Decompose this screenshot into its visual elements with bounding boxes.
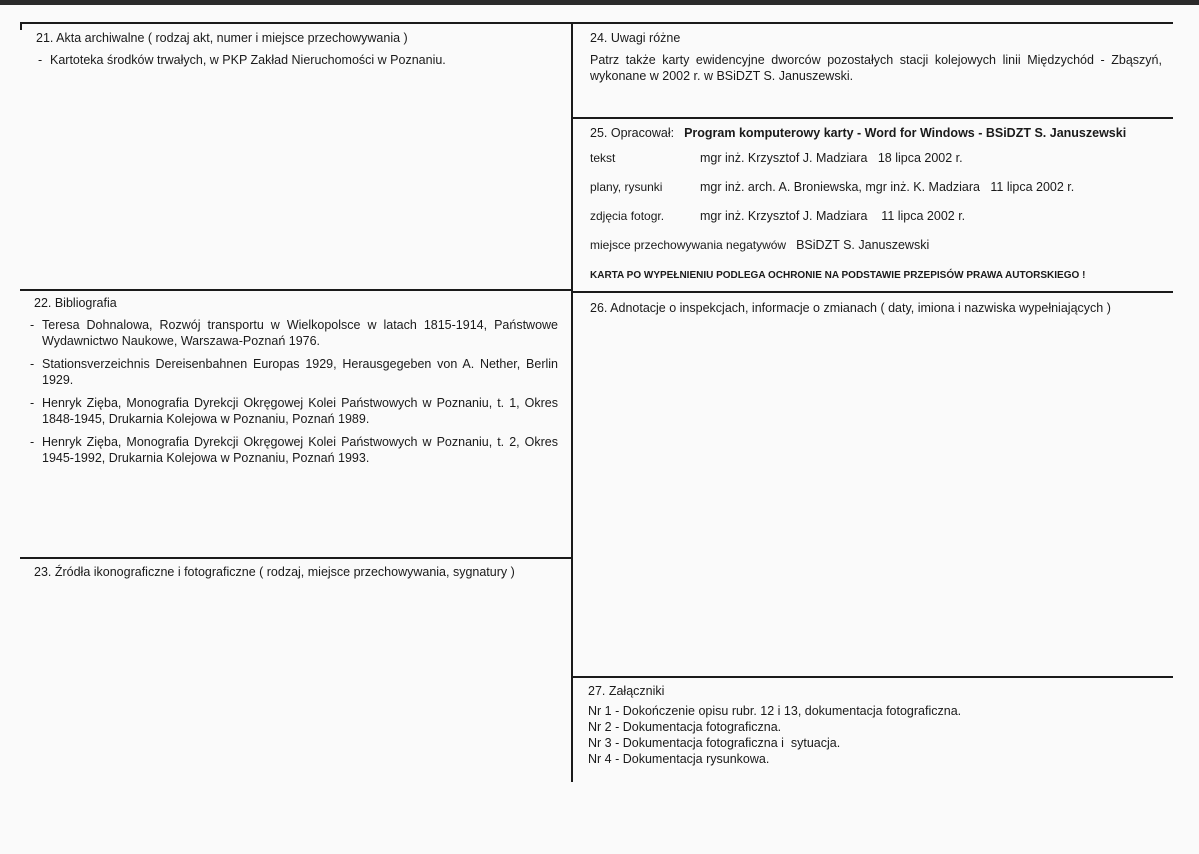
list-item: - Stationsverzeichnis Dereisenbahnen Europas 1929, Herausgegeben von A. Nether, Berlin 1929. — [30, 357, 558, 387]
bibliography-list — [28, 317, 558, 466]
row-label: miejsce przechowywania negatywów — [590, 238, 787, 252]
list-item: - Kartoteka środków trwałych, w PKP Zakład Nieruchomości w Poznaniu. — [38, 53, 446, 67]
row-label: tekst — [590, 151, 616, 165]
row-label: plany, rysunki — [590, 180, 663, 194]
section-title: 25. Opracował: — [590, 126, 675, 140]
section-archival-records — [36, 30, 558, 75]
list-item: Nr 2 - Dokumentacja fotograficzna. — [588, 720, 782, 734]
negatives-row — [590, 237, 1170, 266]
divider-vertical-center — [571, 22, 573, 782]
row-value: mgr inż. Krzysztof J. Madziara 18 lipca 2002 r. — [700, 151, 963, 165]
divider-s26 — [573, 291, 1173, 293]
top-border-band — [0, 0, 1199, 5]
section-title: 27. Załączniki — [588, 684, 665, 698]
divider-s23 — [20, 557, 572, 559]
list-item: - Henryk Zięba, Monografia Dyrekcji Okręgowej Kolei Państwowych w Poznaniu, t. 2, Okres 1945-1992, Drukarnia Kolejowa w Poznaniu, Poznań 1993. — [30, 435, 558, 465]
list-item: Nr 4 - Dokumentacja rysunkowa. — [588, 752, 770, 766]
section-title: 26. Adnotacje o inspekcjach, informacje o zmianach ( daty, imiona i nazwiska wypełniających ) — [590, 301, 1111, 315]
row-value: BSiDZT S. Januszewski — [796, 238, 930, 252]
list-item: Nr 1 - Dokończenie opisu rubr. 12 i 13, dokumentacja fotograficzna. — [588, 704, 962, 718]
section-title: 21. Akta archiwalne ( rodzaj akt, numer i miejsce przechowywania ) — [36, 31, 408, 45]
row-value: mgr inż. Krzysztof J. Madziara 11 lipca 2002 r. — [700, 209, 966, 223]
author-row-drawings — [590, 179, 1170, 208]
author-row-text — [590, 150, 1170, 179]
section-iconographic-sources — [34, 564, 558, 586]
section-bibliography — [28, 295, 558, 473]
section-attachments — [588, 683, 1162, 767]
section-remarks — [590, 30, 1162, 84]
archival-list — [36, 52, 558, 68]
author-row-photos — [590, 208, 1170, 237]
section-annotations — [590, 300, 1162, 322]
section-title: 23. Źródła ikonograficzne i fotograficzne ( rodzaj, miejsce przechowywania, sygnatury ) — [34, 565, 515, 579]
list-item: Nr 3 - Dokumentacja fotograficzna i sytuacja. — [588, 736, 841, 750]
row-value: mgr inż. arch. A. Broniewska, mgr inż. K. Madziara 11 lipca 2002 r. — [700, 180, 1075, 194]
remarks-text: Patrz także karty ewidencyjne dworców pozostałych stacji kolejowych linii Międzychód - Zbąszyń, wykonane w 2002 r. w BSiDZT S. Januszewski. — [590, 53, 1162, 83]
divider-s27 — [573, 676, 1173, 678]
copyright-warning: KARTA PO WYPEŁNIENIU PODLEGA OCHRONIE NA PODSTAWIE PRZEPISÓW PRAWA AUTORSKIEGO ! — [590, 270, 1086, 281]
section-prepared-by — [590, 125, 1170, 284]
list-item: - Teresa Dohnalowa, Rozwój transportu w Wielkopolsce w latach 1815-1914, Państwowe Wydawnictwo Naukowe, Warszawa-Poznań 1976. — [30, 318, 558, 348]
divider-top-left — [20, 22, 572, 24]
divider-s22 — [20, 289, 572, 291]
row-label: zdjęcia fotogr. — [590, 209, 665, 223]
list-item: - Henryk Zięba, Monografia Dyrekcji Okręgowej Kolei Państwowych w Poznaniu, t. 1, Okres 1848-1945, Drukarnia Kolejowa w Poznaniu, Poznań 1989. — [30, 396, 558, 426]
section-title: 24. Uwagi różne — [590, 31, 681, 45]
section-title: 22. Bibliografia — [34, 296, 117, 310]
program-info: Program komputerowy karty - Word for Windows - BSiDZT S. Januszewski — [684, 126, 1127, 140]
divider-vertical-left — [20, 22, 22, 30]
divider-top-right — [573, 22, 1173, 24]
divider-s25 — [573, 117, 1173, 119]
